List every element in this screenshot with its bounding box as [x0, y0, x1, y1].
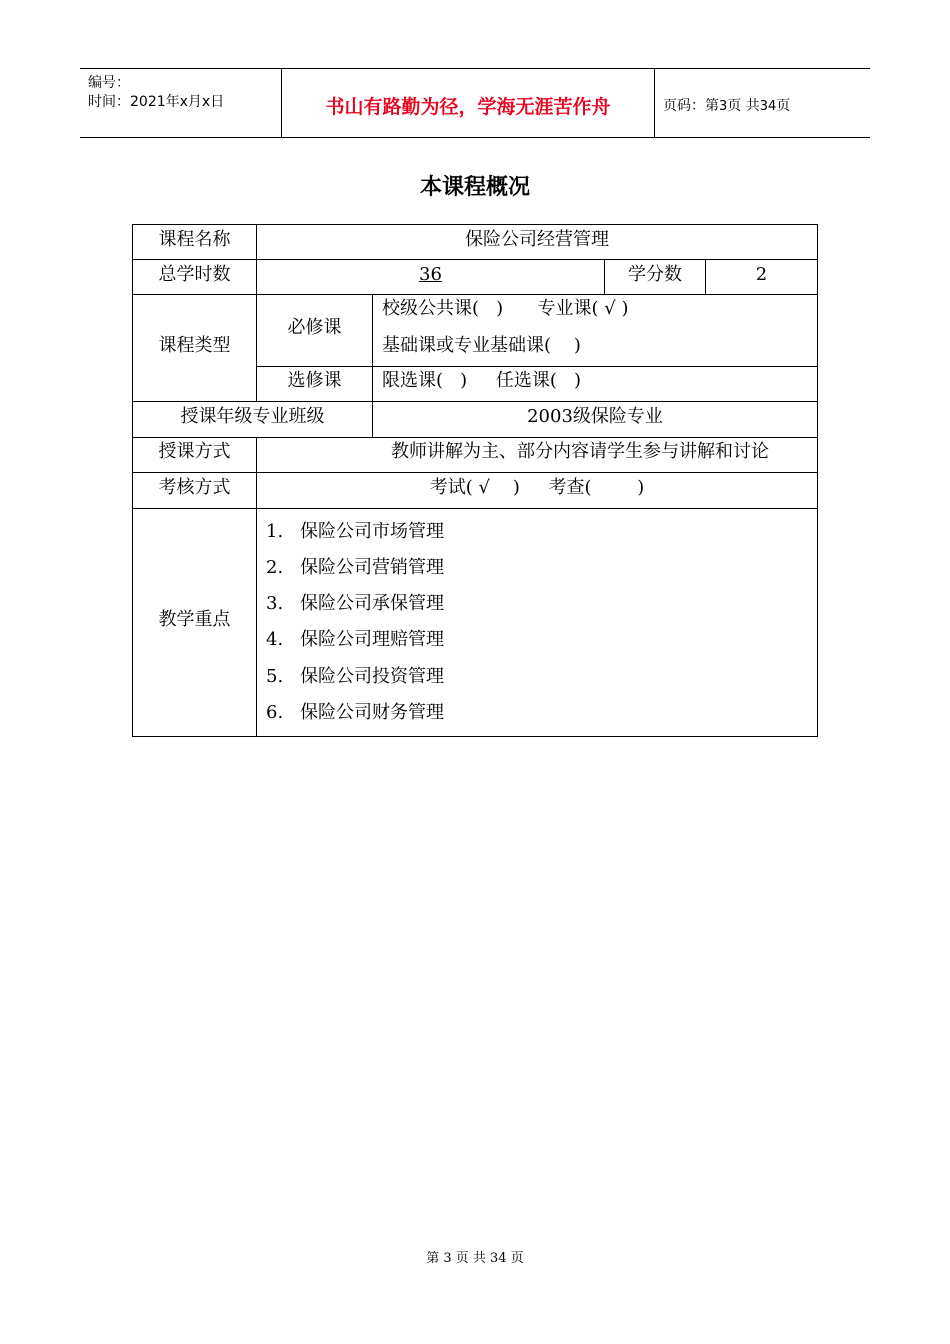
- page-title: 本课程概况: [419, 175, 530, 200]
- page-mid: 页 共: [727, 98, 760, 114]
- course-name-label: 课程名称: [158, 229, 231, 250]
- row-divider: [133, 401, 817, 402]
- required-options-line1: 校级公共课( ) 专业课( √ ): [382, 298, 629, 319]
- elective-options: 限选课( ) 任选课( ): [382, 370, 582, 391]
- page-prefix: 页码：第: [663, 98, 719, 114]
- course-overview-table: [132, 224, 818, 737]
- total-hours-label: 总学时数: [158, 264, 231, 285]
- serial-label: 编号：: [88, 75, 130, 91]
- row-divider: [133, 294, 817, 295]
- header-motto-cell: [282, 69, 655, 137]
- time-label: 时间：2021年x月x日: [88, 94, 225, 110]
- page-current: 3: [719, 99, 728, 114]
- page-number: [663, 95, 790, 115]
- header-page-cell: [655, 69, 870, 137]
- page-header: [80, 68, 870, 138]
- method-value: 教师讲解为主、部分内容请学生参与讲解和讨论: [391, 441, 769, 462]
- required-label: 必修课: [287, 317, 342, 338]
- page-total: 34: [759, 99, 777, 114]
- focus-list-item: 2. 保险公司营销管理: [266, 557, 444, 578]
- focus-list-item: 5. 保险公司投资管理: [266, 666, 444, 687]
- total-hours-value: 36: [419, 264, 442, 285]
- required-options-line2: 基础课或专业基础课( ): [382, 335, 581, 356]
- credits-value: 2: [755, 264, 768, 285]
- exam-label: 考核方式: [158, 477, 231, 498]
- row-divider: [133, 508, 817, 509]
- grade-label: 授课年级专业班级: [180, 406, 325, 427]
- focus-list-item: 3. 保险公司承保管理: [266, 593, 444, 614]
- method-label: 授课方式: [158, 441, 231, 462]
- elective-label: 选修课: [287, 370, 342, 391]
- focus-list-item: 1. 保险公司市场管理: [266, 521, 444, 542]
- row-divider: [133, 437, 817, 438]
- header-info-cell: [80, 69, 282, 137]
- course-name-value: 保险公司经营管理: [465, 229, 609, 250]
- motto: 书山有路勤为径，学海无涯苦作舟: [325, 96, 611, 118]
- focus-list-item: 4. 保险公司理赔管理: [266, 629, 444, 650]
- credits-label: 学分数: [628, 264, 682, 285]
- exam-value: 考试( √ ) 考查( ): [429, 477, 645, 498]
- focus-label: 教学重点: [158, 609, 231, 630]
- page-suffix: 页: [776, 98, 791, 114]
- row-divider: [133, 259, 817, 260]
- focus-list-item: 6. 保险公司财务管理: [266, 702, 444, 723]
- row-divider: [133, 472, 817, 473]
- row-divider: [257, 366, 817, 367]
- course-type-label: 课程类型: [158, 335, 231, 356]
- page-footer: 第 3 页 共 34 页: [426, 1251, 524, 1266]
- grade-value: 2003级保险专业: [527, 406, 663, 427]
